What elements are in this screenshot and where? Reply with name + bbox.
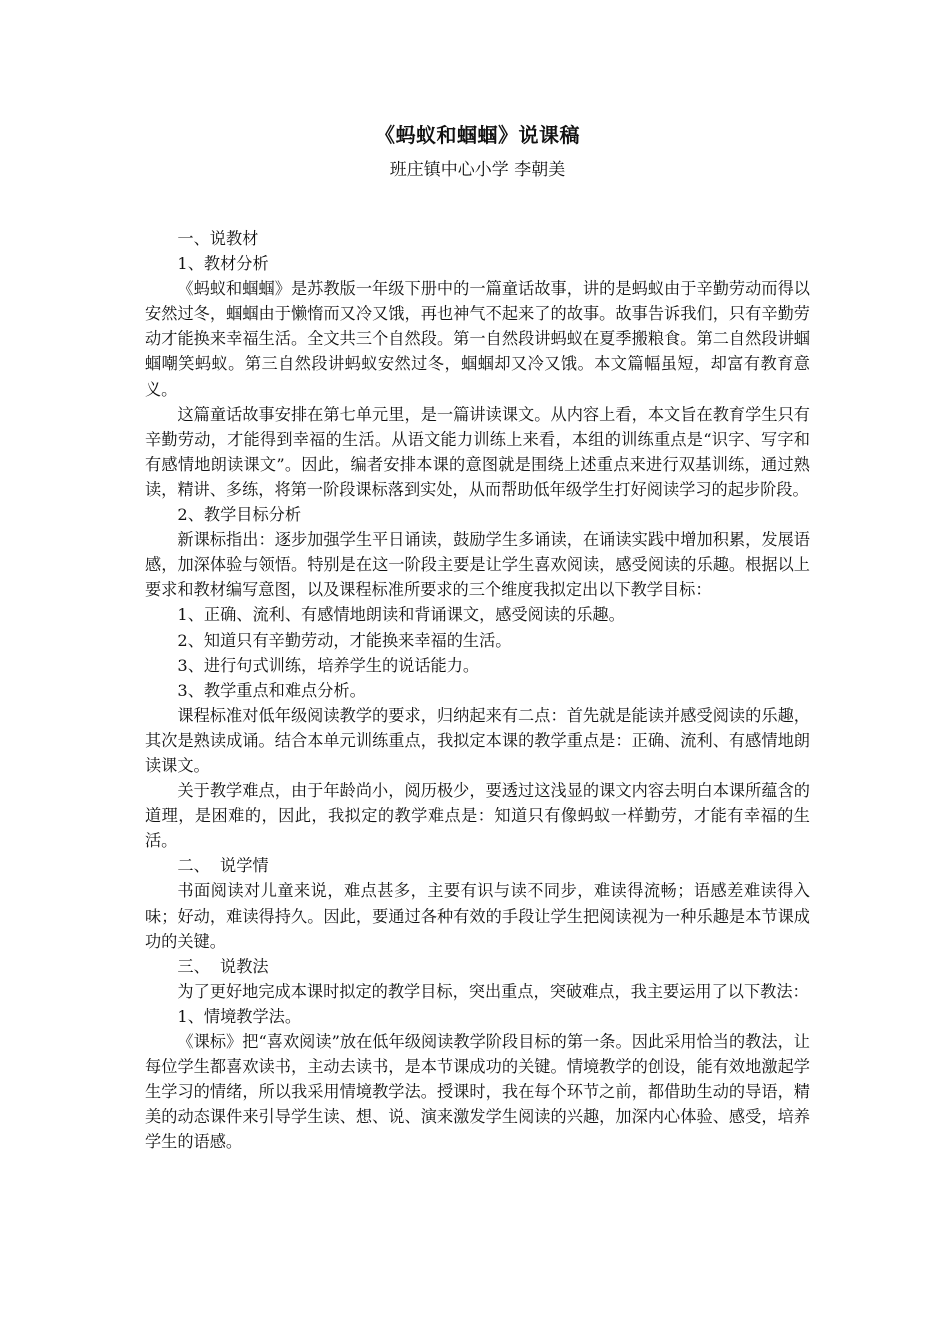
subsection-heading: 1、教材分析 [177,254,269,274]
subsection-heading: 3、教学重点和难点分析。 [177,680,366,700]
subsection-heading: 2、教学目标分析 [177,505,302,525]
list-item: 1、正确、流利、有感情地朗读和背诵课文，感受阅读的乐趣。 [177,605,625,625]
body-paragraph: 书面阅读对儿童来说，难点甚多，主要有识与读不同步，难读得流畅；语感差难读得入味；好动，难读得持久。因此，要通过各种有效的手段让学生把阅读视为一种乐趣是本节课成功的关键。 [145,881,810,951]
body-paragraph: 《蚂蚁和蝈蝈》是苏教版一年级下册中的一篇童话故事，讲的是蚂蚁由于辛勤劳动而得以安然过冬，蝈蝈由于懒惰而又冷又饿，再也神气不起来了的故事。故事告诉我们，只有辛勤劳动才能换来幸福生活。全文共三个自然段。第一自然段讲蚂蚁在夏季搬粮食。第二自然段讲蝈蝈嘲笑蚂蚁。第三自然段讲蚂蚁安然过冬，蝈蝈却又冷又饿。本文篇幅虽短，却富有教育意义。 [145,279,810,399]
body-paragraph: 这篇童话故事安排在第七单元里，是一篇讲读课文。从内容上看，本文旨在教育学生只有辛勤劳动，才能得到幸福的生活。从语文能力训练上来看，本组的训练重点是“识字、写字和有感情地朗读课文”。因此，编者安排本课的意图就是围绕上述重点来进行双基训练，通过熟读，精讲、多练，将第一阶段课标落到实处，从而帮助低年级学生打好阅读学习的起步阶段。 [145,404,810,499]
body-paragraph: 新课标指出：逐步加强学生平日诵读，鼓励学生多诵读，在诵读实践中增加积累，发展语感，加深体验与领悟。特别是在这一阶段主要是让学生喜欢阅读，感受阅读的乐趣。根据以上要求和教材编写意图，以及课程标准所要求的三个维度我拟定出以下教学目标： [145,530,810,600]
list-item: 2、知道只有辛勤劳动，才能换来幸福的生活。 [177,630,512,650]
list-item: 3、进行句式训练，培养学生的说话能力。 [177,655,480,675]
document-body [145,226,810,1154]
section-heading: 一、说教材 [177,229,259,248]
document-page [145,120,810,1154]
section-heading: 三、 说教法 [177,956,269,976]
body-paragraph: 《课标》把“喜欢阅读”放在低年级阅读教学阶段目标的第一条。因此采用恰当的教法，让每位学生都喜欢读书，主动去读书，是本节课成功的关键。情境教学的创设，能有效地激起学生学习的情绪，所以我采用情境教学法。授课时，我在每个环节之前，都借助生动的导语，精美的动态课件来引导学生读、想、说、演来激发学生阅读的兴趣，加深内心体验、感受，培养学生的语感。 [145,1032,810,1152]
section-heading: 二、 说学情 [177,856,269,876]
body-paragraph: 课程标准对低年级阅读教学的要求，归纳起来有二点：首先就是能读并感受阅读的乐趣，其次是熟读成诵。结合本单元训练重点，我拟定本课的教学重点是：正确、流利、有感情地朗读课文。 [145,705,810,775]
body-paragraph: 关于教学难点，由于年龄尚小，阅历极少，要透过这浅显的课文内容去明白本课所蕴含的道理，是困难的，因此，我拟定的教学难点是：知道只有像蚂蚁一样勤劳，才能有幸福的生活。 [145,781,810,851]
document-title: 《蚂蚁和蝈蝈》说课稿 [375,123,580,147]
body-paragraph: 为了更好地完成本课时拟定的教学目标，突出重点，突破难点，我主要运用了以下教法： [177,981,809,1001]
document-author: 班庄镇中心小学 李朝美 [389,160,566,180]
subsection-heading: 1、情境教学法。 [177,1006,302,1026]
